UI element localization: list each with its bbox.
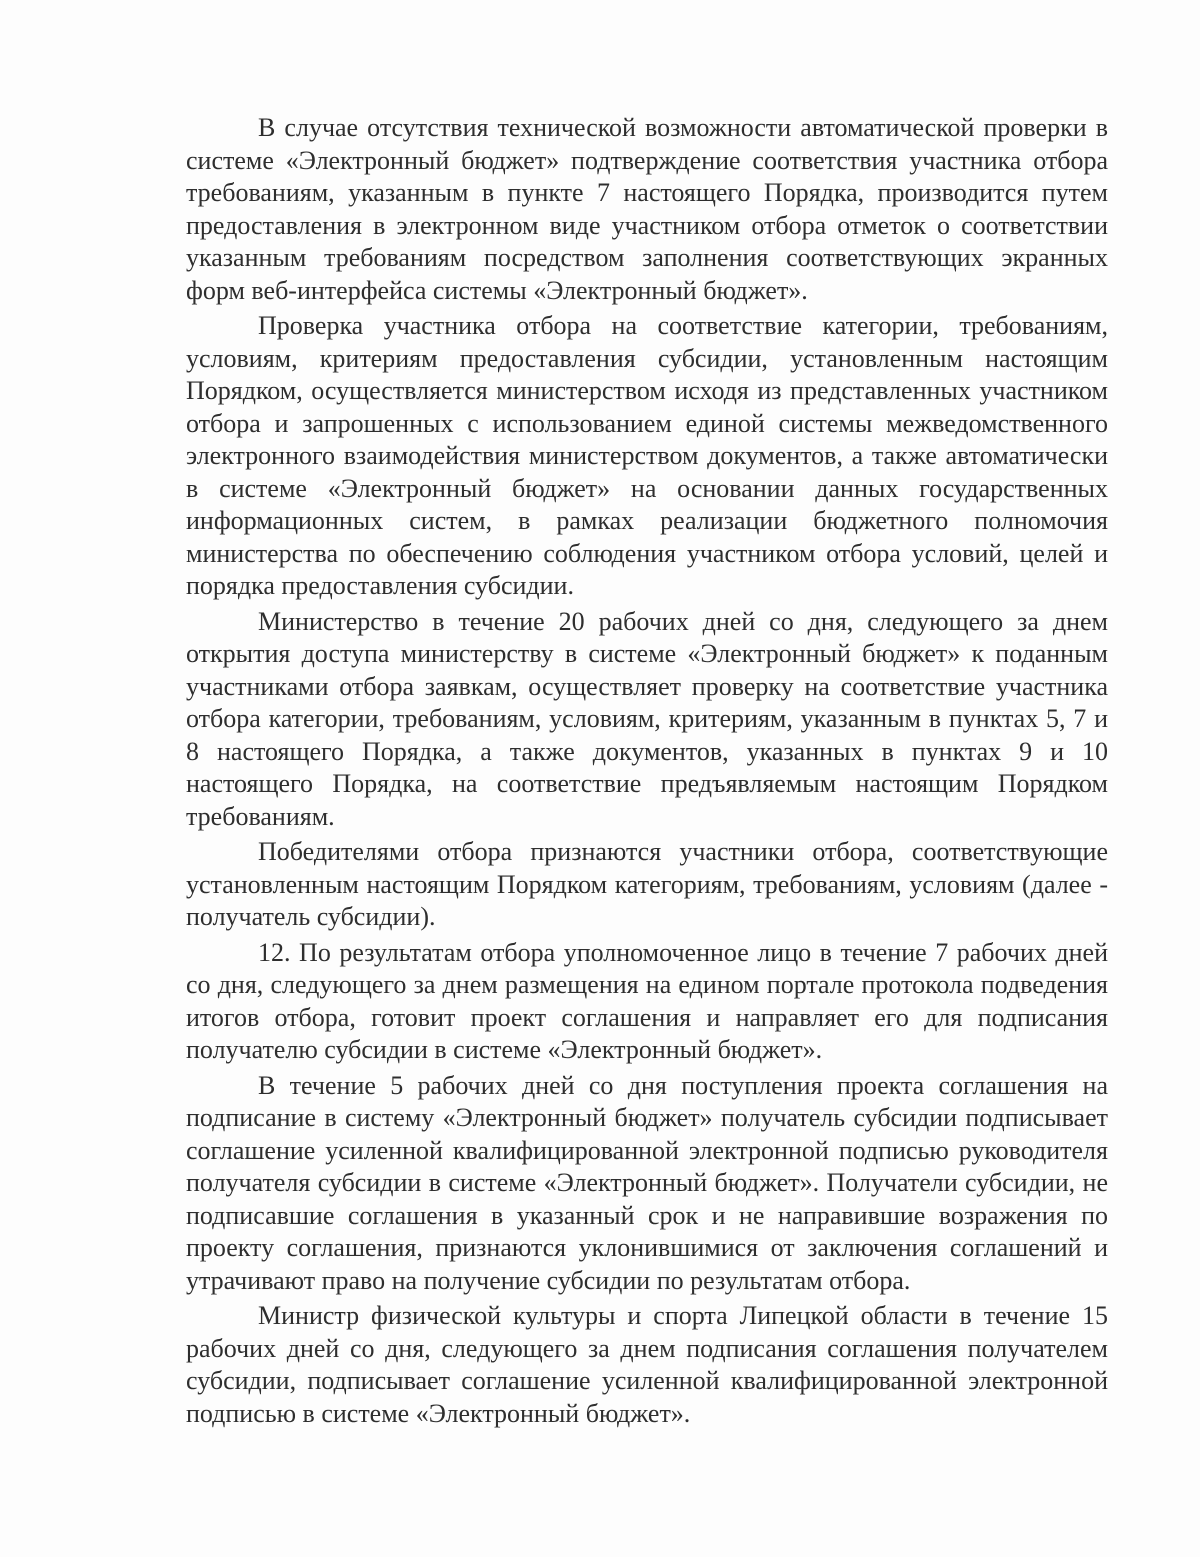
paragraph-item-12: 12. По результатам отбора уполномоченное лицо в течение 7 рабочих дней со дня, следующего за днем размещения на едином портале протокола подведения итогов отбора, готовит проект соглашения и направляет его для подписания получателю субсидии в системе «Электронный бюджет». [186,937,1108,1064]
paragraph-minister-signature: Министр физической культуры и спорта Липецкой области в течение 15 рабочих дней со дня, следующего за днем подписания соглашения получателем субсидии, подписывает соглашение усиленной квалифицированной электронной подписью в системе «Электронный бюджет». [186,1301,1108,1428]
paragraph-ministry-review: Министерство в течение 20 рабочих дней со дня, следующего за днем открытия доступа министерству в системе «Электронный бюджет» к поданным участниками отбора заявкам, осуществляет проверку на соответствие участника отбора категории, требованиям, условиям, критериям, указанным в пунктах 5, 7 и 8 настоящего Порядка, а также документов, указанных в пунктах 9 и 10 настоящего Порядка, на соответствие предъявляемым настоящим Порядком требованиям. [186,606,1108,831]
paragraph-signing-deadline: В течение 5 рабочих дней со дня поступления проекта соглашения на подписание в систему «Электронный бюджет» получатель субсидии подписывает соглашение усиленной квалифицированной электронной подписью руководителя получателя субсидии в системе «Электронный бюджет». Получатели субсидии, не подписавшие соглашения в указанный срок и не направившие возражения по проекту соглашения, признаются уклонившимися от заключения соглашений и утрачивают право на получение субсидии по результатам отбора. [186,1070,1108,1295]
paragraph-selection-winners: Победителями отбора признаются участники отбора, соответствующие установленным настоящим Порядком категориям, требованиям, условиям (далее - получатель субсидии). [186,837,1108,931]
paragraph-automatic-check: В случае отсутствия технической возможности автоматической проверки в системе «Электронный бюджет» подтверждение соответствия участника отбора требованиям, указанным в пункте 7 настоящего Порядка, производится путем предоставления в электронном виде участником отбора отметок о соответствии указанным требованиям посредством заполнения соответствующих экранных форм веб-интерфейса системы «Электронный бюджет». [186,113,1108,305]
paragraph-participant-verification: Проверка участника отбора на соответствие категории, требованиям, условиям, критериям предоставления субсидии, установленным настоящим Порядком, осуществляется министерством исходя из представленных участником отбора и запрошенных с использованием единой системы межведомственного электронного взаимодействия министерством документов, а также автоматически в системе «Электронный бюджет» на основании данных государственных информационных систем, в рамках реализации бюджетного полномочия министерства по обеспечению соблюдения участником отбора условий, целей и порядка предоставления субсидии. [186,311,1108,600]
document-body [186,112,1108,1430]
